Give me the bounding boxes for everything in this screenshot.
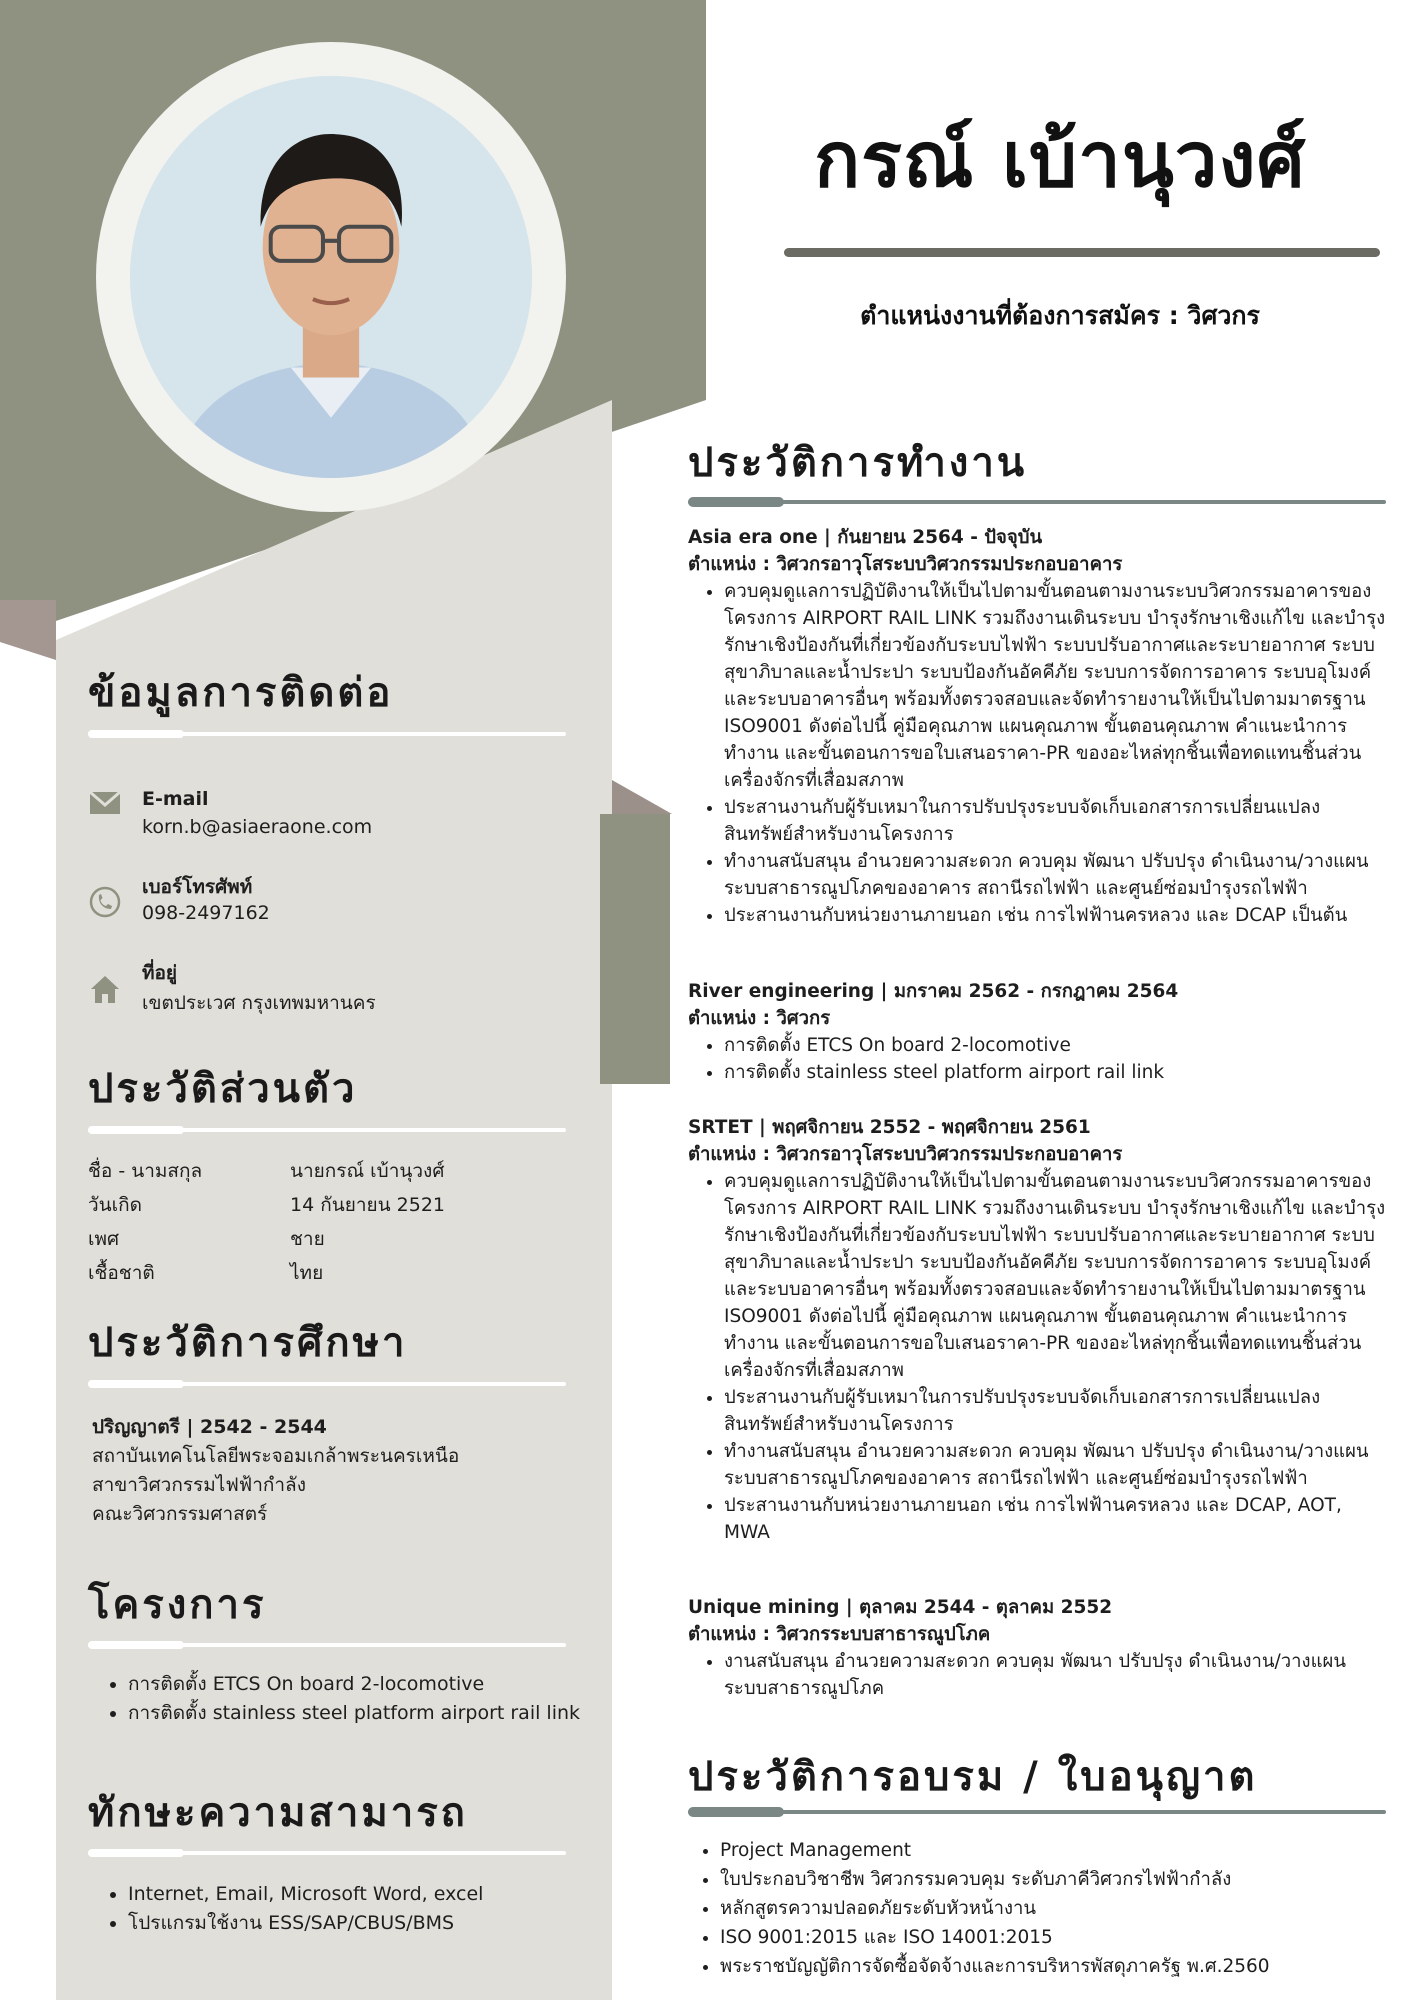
list-item: • การติดตั้ง ETCS On board 2-locomotive	[128, 1670, 580, 1699]
projects-heading: โครงการ	[88, 1582, 267, 1628]
address-label: ที่อยู่	[142, 962, 178, 984]
mauve-accent-shape	[0, 600, 56, 660]
email-value[interactable]: korn.b@asiaeraone.com	[142, 816, 373, 838]
job-role: ตำแหน่ง : วิศวกรอาวุโสระบบวิศวกรรมประกอบอาคาร	[688, 554, 1123, 575]
list-item: • ประสานงานกับผู้รับเหมาในการปรับปรุงระบบจัดเก็บเอกสารการเปลี่ยนแปลงสินทรัพย์สำหรับงานโครงการ	[724, 1384, 1388, 1438]
list-item: • ทำงานสนับสนุน อำนวยความสะดวก ควบคุม พัฒนา ปรับปรุง ดำเนินงาน/วางแผนระบบสาธารณูปโภคของอาคาร สถานีรถไฟฟ้า และศูนย์ซ่อมบำรุงรถไฟฟ้า	[724, 848, 1388, 902]
list-item: • ประสานงานกับหน่วยงานภายนอก เช่น การไฟฟ้านครหลวง และ DCAP เป็นต้น	[724, 902, 1388, 929]
phone-label: เบอร์โทรศัพท์	[142, 876, 253, 898]
list-item: • หลักสูตรความปลอดภัยระดับหัวหน้างาน	[720, 1894, 1414, 1923]
envelope-icon	[88, 786, 122, 820]
personal-label: ชื่อ - นามสกุล	[88, 1160, 203, 1182]
job-role: ตำแหน่ง : วิศวกรอาวุโสระบบวิศวกรรมประกอบอาคาร	[688, 1144, 1123, 1165]
list-item: • ใบประกอบวิชาชีพ วิศวกรรมควบคุม ระดับภาคีวิศวกรไฟฟ้ากำลัง	[720, 1865, 1414, 1894]
work-divider	[688, 500, 1386, 504]
job-company: SRTET | พฤศจิกายน 2552 - พฤศจิกายน 2561	[688, 1117, 1091, 1138]
personal-label: วันเกิด	[88, 1194, 142, 1216]
list-item: • ควบคุมดูแลการปฏิบัติงานให้เป็นไปตามขั้นตอนตามงานระบบวิศวกรรมอาคารของโครงการ AIRPORT RAIL LINK รวมถึงงานเดินระบบ บำรุงรักษาเชิงแก้ไข และบำรุงรักษาเชิงป้องกันที่เกี่ยวข้องกับระบบไฟฟ้า ระบบปรับอากาศและระบายอากาศ ระบบสุขาภิบาลและน้ำประปา ระบบป้องกันอัคคีภัย ระบบการจัดการอาคาร ระบบอุโมงค์ และระบบอาคารอื่นๆ พร้อมทั้งตรวจสอบและจัดทำรายงานให้เป็นไปตามมาตรฐาน ISO9001 ดังต่อไปนี้ คู่มือคุณภาพ แผนคุณภาพ ขั้นตอนคุณภาพ คำแนะนำการทำงาน และขั้นตอนการขอใบเสนอราคา-PR ของอะไหล่ทุกชิ้นเพื่อทดแทนชิ้นส่วนเครื่องจักรที่เสื่อมสภาพ	[724, 578, 1388, 794]
skills-divider	[88, 1851, 566, 1855]
degree-title: ปริญญาตรี | 2542 - 2544	[92, 1416, 327, 1438]
list-item: • Internet, Email, Microsoft Word, excel	[128, 1880, 483, 1909]
skills-heading: ทักษะความสามารถ	[88, 1790, 468, 1836]
training-divider	[688, 1810, 1386, 1814]
job-entry	[688, 524, 1388, 929]
job-entry	[688, 1114, 1388, 1546]
job-entry	[688, 978, 1388, 1086]
personal-table	[88, 1156, 550, 1288]
list-item: • ควบคุมดูแลการปฏิบัติงานให้เป็นไปตามขั้นตอนตามงานระบบวิศวกรรมอาคารของโครงการ AIRPORT RAIL LINK รวมถึงงานเดินระบบ บำรุงรักษาเชิงแก้ไข และบำรุงรักษาเชิงป้องกันที่เกี่ยวข้องกับระบบไฟฟ้า ระบบปรับอากาศและระบายอากาศ ระบบสุขาภิบาลและน้ำประปา ระบบป้องกันอัคคีภัย ระบบการจัดการอาคาร ระบบอุโมงค์ และระบบอาคารอื่นๆ พร้อมทั้งตรวจสอบและจัดทำรายงานให้เป็นไปตามมาตรฐาน ISO9001 ดังต่อไปนี้ คู่มือคุณภาพ แผนคุณภาพ ขั้นตอนคุณภาพ คำแนะนำการทำงาน และขั้นตอนการขอใบเสนอราคา-PR ของอะไหล่ทุกชิ้นเพื่อทดแทนชิ้นส่วนเครื่องจักรที่เสื่อมสภาพ	[724, 1168, 1388, 1384]
list-item: • ทำงานสนับสนุน อำนวยความสะดวก ควบคุม พัฒนา ปรับปรุง ดำเนินงาน/วางแผนระบบสาธารณูปโภคของอาคาร สถานีรถไฟฟ้า และศูนย์ซ่อมบำรุงรถไฟฟ้า	[724, 1438, 1388, 1492]
work-heading: ประวัติการทำงาน	[688, 440, 1028, 486]
job-role: ตำแหน่ง : วิศวกร	[688, 1008, 831, 1029]
personal-value: นายกรณ์ เบ้านุวงศ์	[290, 1160, 445, 1182]
list-item: • Project Management	[720, 1836, 1414, 1865]
job-company: Unique mining | ตุลาคม 2544 - ตุลาคม 2552	[688, 1597, 1113, 1618]
training-heading: ประวัติการอบรม / ใบอนุญาต	[688, 1754, 1258, 1800]
training-list	[688, 1836, 1414, 1981]
list-item: • การติดตั้ง stainless steel platform airport rail link	[128, 1699, 580, 1728]
job-company: River engineering | มกราคม 2562 - กรกฎาคม 2564	[688, 981, 1179, 1002]
list-item: • ประสานงานกับผู้รับเหมาในการปรับปรุงระบบจัดเก็บเอกสารการเปลี่ยนแปลงสินทรัพย์สำหรับงานโครงการ	[724, 794, 1388, 848]
personal-label: เพศ	[88, 1228, 120, 1250]
job-company: Asia era one | กันยายน 2564 - ปัจจุบัน	[688, 527, 1043, 548]
list-item: • พระราชบัญญัติการจัดซื้อจัดจ้างและการบริหารพัสดุภาครัฐ พ.ศ.2560	[720, 1952, 1414, 1981]
education-line: คณะวิศวกรรมศาสตร์	[92, 1503, 268, 1525]
education-line: สาขาวิศวกรรมไฟฟ้ากำลัง	[92, 1474, 306, 1496]
name-divider	[784, 248, 1380, 257]
address-value: เขตประเวศ กรุงเทพมหานคร	[142, 992, 376, 1014]
desired-position: ตำแหน่งงานที่ต้องการสมัคร : วิศวกร	[860, 301, 1260, 330]
slant-accent-shape	[612, 780, 672, 814]
contact-divider	[88, 732, 566, 736]
olive-tab-shape	[600, 814, 670, 1084]
list-item: • ประสานงานกับหน่วยงานภายนอก เช่น การไฟฟ้านครหลวง และ DCAP, AOT, MWA	[724, 1492, 1388, 1546]
personal-label: เชื้อชาติ	[88, 1262, 155, 1284]
skills-list	[96, 1880, 483, 1938]
phone-value[interactable]: 098-2497162	[142, 902, 270, 924]
list-item: • งานสนับสนุน อำนวยความสะดวก ควบคุม พัฒนา ปรับปรุง ดำเนินงาน/วางแผนระบบสาธารณูปโภค	[724, 1648, 1388, 1702]
projects-list	[96, 1670, 580, 1728]
personal-value: ชาย	[290, 1228, 325, 1250]
job-role: ตำแหน่ง : วิศวกรระบบสาธารณูปโภค	[688, 1624, 991, 1645]
contact-heading: ข้อมูลการติดต่อ	[88, 670, 394, 716]
job-entry	[688, 1594, 1388, 1702]
phone-icon	[88, 885, 122, 919]
personal-heading: ประวัติส่วนตัว	[88, 1066, 358, 1112]
education-divider	[88, 1382, 566, 1386]
list-item: • โปรแกรมใช้งาน ESS/SAP/CBUS/BMS	[128, 1909, 483, 1938]
candidate-name: กรณ์ เบ้านุวงศ์	[814, 115, 1306, 204]
profile-photo	[130, 76, 532, 478]
personal-divider	[88, 1128, 566, 1132]
list-item: • การติดตั้ง ETCS On board 2-locomotive	[724, 1032, 1388, 1059]
list-item: • ISO 9001:2015 และ ISO 14001:2015	[720, 1923, 1414, 1952]
education-line: สถาบันเทคโนโลยีพระจอมเกล้าพระนครเหนือ	[92, 1445, 460, 1467]
personal-value: 14 กันยายน 2521	[290, 1194, 446, 1216]
home-icon	[88, 972, 122, 1006]
education-heading: ประวัติการศึกษา	[88, 1320, 408, 1366]
education-details	[92, 1442, 459, 1529]
list-item: • การติดตั้ง stainless steel platform airport rail link	[724, 1059, 1388, 1086]
email-label: E-mail	[142, 788, 209, 810]
projects-divider	[88, 1643, 566, 1647]
personal-value: ไทย	[290, 1262, 324, 1284]
